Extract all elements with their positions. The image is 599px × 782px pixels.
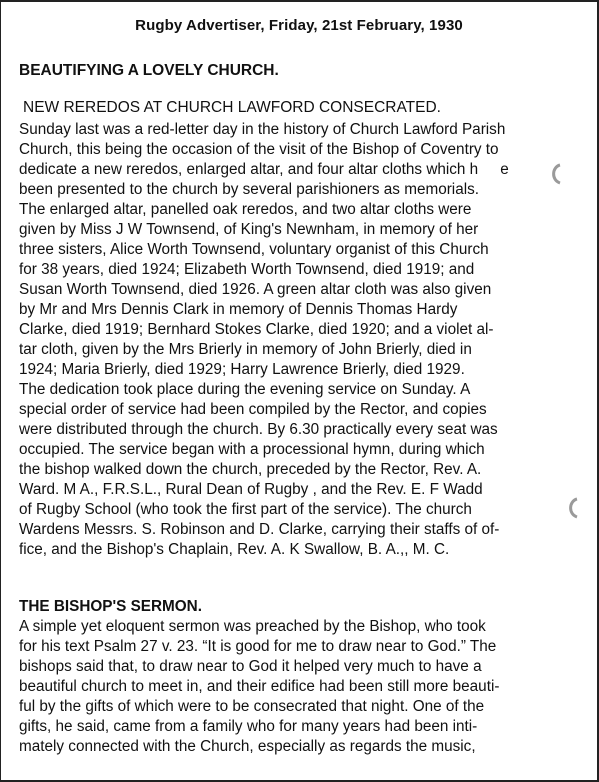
text-line: Sunday last was a red-letter day in the history of Church Lawford Parish [19, 121, 506, 138]
text-line: A simple yet eloquent sermon was preached by the Bishop, who took [19, 618, 486, 635]
article-body [19, 120, 594, 560]
text-line: by Mr and Mrs Dennis Clark in memory of Dennis Thomas Hardy [19, 301, 458, 318]
text-line: were distributed through the church. By 6.30 practically every seat was [19, 421, 498, 438]
text-line: for 38 years, died 1924; Elizabeth Worth Townsend, died 1919; and [19, 261, 475, 278]
subheading: NEW REREDOS AT CHURCH LAWFORD CONSECRATED. [23, 99, 441, 116]
text-line: mately connected with the Church, especially as regards the music, [19, 738, 476, 755]
section-heading: THE BISHOP'S SERMON. [19, 598, 202, 615]
text-line: of Rugby School (who took the first part of the service). The church [19, 501, 472, 518]
text-line: 1924; Maria Brierly, died 1929; Harry Lawrence Brierly, died 1929. [19, 361, 465, 378]
text-line: beautiful church to meet in, and their edifice had been still more beauti- [19, 678, 500, 695]
text-line: the bishop walked down the church, preceded by the Rector, Rev. A. [19, 461, 482, 478]
headline: BEAUTIFYING A LOVELY CHURCH. [19, 62, 279, 79]
text-line: The enlarged altar, panelled oak reredos, and two altar cloths were [19, 201, 472, 218]
text-line: ful by the gifts of which were to be consecrated that night. One of the [19, 698, 485, 715]
text-line-tail: e [500, 161, 509, 178]
scan-artifact [549, 163, 563, 185]
text-line: bishops said that, to draw near to God it helped very much to have a [19, 658, 482, 675]
scan-artifact [566, 497, 580, 519]
text-line: Church, this being the occasion of the visit of the Bishop of Coventry to [19, 141, 499, 158]
text-line [19, 160, 594, 180]
text-line: tar cloth, given by the Mrs Brierly in memory of John Brierly, died in [19, 341, 472, 358]
text-line: special order of service had been compiled by the Rector, and copies [19, 401, 487, 418]
text-line: gifts, he said, came from a family who for many years had been inti- [19, 718, 478, 735]
text-line: Ward. M A., F.R.S.L., Rural Dean of Rugby , and the Rev. E. F Wadd [19, 481, 483, 498]
text-line: The dedication took place during the evening service on Sunday. A [19, 381, 471, 398]
text-line: given by Miss J W Townsend, of King's Newnham, in memory of her [19, 221, 479, 238]
text-line: Wardens Messrs. S. Robinson and D. Clarke, carrying their staffs of of- [19, 521, 500, 538]
text-line: been presented to the church by several parishioners as memorials. [19, 181, 479, 198]
text-line: occupied. The service began with a processional hymn, during which [19, 441, 485, 458]
sermon-body [19, 617, 594, 757]
text-line: three sisters, Alice Worth Townsend, voluntary organist of this Church [19, 241, 489, 258]
text-line: Clarke, died 1919; Bernhard Stokes Clarke, died 1920; and a violet al- [19, 321, 494, 338]
text-line-start: dedicate a new reredos, enlarged altar, and four altar cloths which h [19, 161, 479, 178]
text-line: fice, and the Bishop's Chaplain, Rev. A. K Swallow, B. A.,, M. C. [19, 541, 450, 558]
text-line: Susan Worth Townsend, died 1926. A green altar cloth was also given [19, 281, 492, 298]
text-line: for his text Psalm 27 v. 23. “It is good for me to draw near to God.” The [19, 638, 497, 655]
masthead: Rugby Advertiser, Friday, 21st February, 1930 [135, 17, 463, 34]
